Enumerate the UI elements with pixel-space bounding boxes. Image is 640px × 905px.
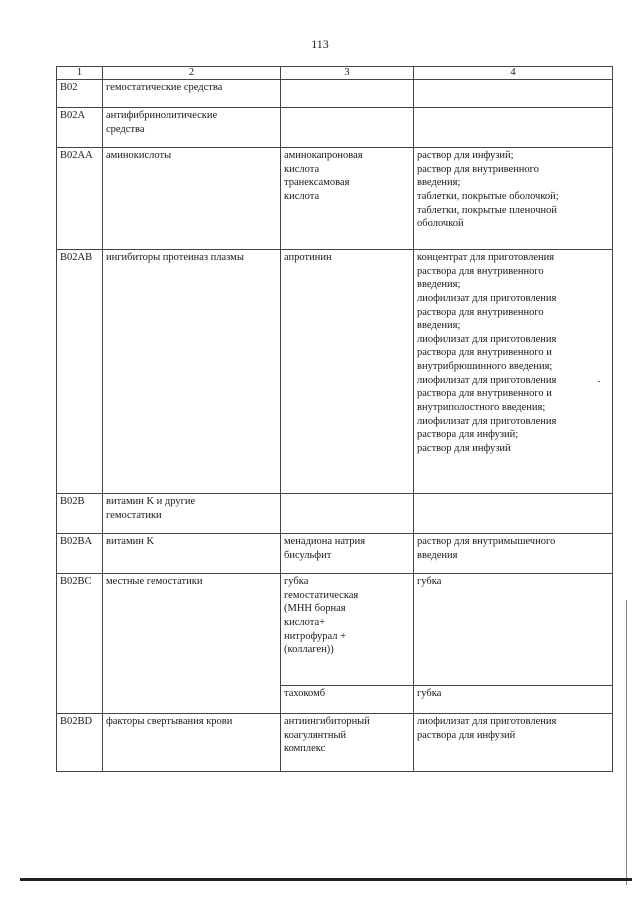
substance-cell-line: антиингибиторный bbox=[284, 716, 370, 727]
substance-cell-line: кислота bbox=[284, 163, 320, 175]
column-header-3: 3 bbox=[281, 67, 414, 80]
substance-cell bbox=[281, 80, 414, 108]
dosage-form-cell-line: лиофилизат для приготовления bbox=[417, 333, 557, 345]
dosage-form-cell-line: лиофилизат для приготовления bbox=[417, 374, 557, 386]
group-name-cell-line: местные гемостатики bbox=[106, 576, 203, 587]
group-name-cell bbox=[103, 250, 281, 494]
dosage-form-cell-line: раствор для инфузий; bbox=[417, 150, 514, 161]
group-name-cell bbox=[103, 534, 281, 574]
atc-code-cell: B02BA bbox=[57, 534, 103, 574]
table-row bbox=[57, 534, 613, 574]
substance-cell-line: (МНН борная bbox=[284, 603, 346, 615]
group-name-cell-line: факторы свертывания крови bbox=[106, 716, 233, 727]
group-name-cell-line: аминокислоты bbox=[106, 150, 172, 161]
substance-cell bbox=[281, 148, 414, 250]
atc-code-cell: B02A bbox=[57, 108, 103, 148]
dosage-form-cell-line: лиофилизат для приготовления bbox=[417, 415, 557, 427]
atc-code-cell: B02AA bbox=[57, 148, 103, 250]
dosage-form-cell-line: раствора для инфузий bbox=[417, 729, 516, 741]
substance-cell-line: тахокомб bbox=[284, 688, 326, 699]
column-header-4: 4 bbox=[414, 67, 613, 80]
group-name-cell bbox=[103, 108, 281, 148]
group-name-cell bbox=[103, 714, 281, 772]
substance-cell bbox=[281, 108, 414, 148]
substance-cell-line: кислота+ bbox=[284, 616, 326, 628]
group-name-cell-line: гемостатические средства bbox=[106, 82, 223, 93]
dosage-form-cell-line: раствора для внутривенного bbox=[417, 306, 544, 318]
dosage-form-cell-line: раствора для инфузий; bbox=[417, 429, 519, 441]
dosage-form-cell-line: внутрибрюшинного введения; bbox=[417, 361, 553, 373]
substance-cell bbox=[281, 714, 414, 772]
atc-code-cell: B02 bbox=[57, 80, 103, 108]
group-name-cell bbox=[103, 494, 281, 534]
group-name-cell bbox=[103, 148, 281, 250]
substance-cell bbox=[281, 250, 414, 494]
atc-code-cell: B02BC bbox=[57, 574, 103, 714]
table-row bbox=[57, 148, 613, 250]
atc-code-cell: B02AB bbox=[57, 250, 103, 494]
substance-cell bbox=[281, 574, 414, 686]
dosage-form-cell-line: концентрат для приготовления bbox=[417, 252, 555, 263]
dosage-form-cell bbox=[414, 686, 613, 714]
dosage-form-cell bbox=[414, 108, 613, 148]
group-name-cell-line: витамин K и другие bbox=[106, 496, 196, 507]
scan-speck bbox=[598, 381, 600, 382]
dosage-form-cell-line: раствора для внутривенного и bbox=[417, 347, 552, 359]
table-row bbox=[57, 80, 613, 108]
substance-cell-line: кислота bbox=[284, 190, 320, 202]
group-name-cell-line: антифибринолитические bbox=[106, 110, 218, 121]
table-row bbox=[57, 250, 613, 494]
scan-side-line bbox=[626, 600, 627, 885]
substance-cell-line: бисульфит bbox=[284, 549, 332, 561]
dosage-form-cell bbox=[414, 250, 613, 494]
dosage-form-cell bbox=[414, 534, 613, 574]
dosage-form-cell-line: введения bbox=[417, 549, 458, 561]
substance-cell-line: апротинин bbox=[284, 252, 332, 263]
substance-cell-line: комплекс bbox=[284, 743, 326, 755]
dosage-form-cell bbox=[414, 574, 613, 686]
dosage-form-cell-line: лиофилизат для приготовления bbox=[417, 292, 557, 304]
drug-classification-table bbox=[56, 66, 613, 772]
dosage-form-cell-line: введения; bbox=[417, 279, 461, 291]
table-body bbox=[57, 80, 613, 772]
table-row bbox=[57, 494, 613, 534]
group-name-cell-line: витамин K bbox=[106, 536, 155, 547]
dosage-form-cell-line: раствор для внутривенного bbox=[417, 163, 539, 175]
dosage-form-cell-line: введения; bbox=[417, 177, 461, 189]
dosage-form-cell bbox=[414, 80, 613, 108]
substance-cell-line: гемостатическая bbox=[284, 589, 359, 601]
atc-code-cell: B02BD bbox=[57, 714, 103, 772]
dosage-form-cell-line: таблетки, покрытые пленочной bbox=[417, 204, 558, 216]
dosage-form-cell-line: лиофилизат для приготовления bbox=[417, 716, 557, 727]
dosage-form-cell-line: оболочкой bbox=[417, 218, 464, 230]
bottom-rule bbox=[20, 878, 632, 881]
dosage-form-cell-line: губка bbox=[417, 576, 442, 587]
substance-cell-line: коагулянтный bbox=[284, 729, 347, 741]
group-name-cell bbox=[103, 80, 281, 108]
substance-cell-line: транексамовая bbox=[284, 177, 350, 189]
substance-cell-line: (коллаген)) bbox=[284, 644, 334, 656]
group-name-cell-line: ингибиторы протеиназ плазмы bbox=[106, 252, 244, 263]
atc-code-cell: B02B bbox=[57, 494, 103, 534]
table-row bbox=[57, 108, 613, 148]
dosage-form-cell-line: раствор для инфузий bbox=[417, 442, 511, 454]
substance-cell bbox=[281, 686, 414, 714]
substance-cell bbox=[281, 534, 414, 574]
dosage-form-cell-line: раствора для внутривенного и bbox=[417, 388, 552, 400]
dosage-form-cell bbox=[414, 148, 613, 250]
dosage-form-cell-line: раствор для внутримышечного bbox=[417, 536, 556, 547]
substance-cell-line: нитрофурал + bbox=[284, 630, 347, 642]
dosage-form-cell bbox=[414, 494, 613, 534]
group-name-cell-line: средства bbox=[106, 123, 145, 135]
table-row bbox=[57, 574, 613, 686]
group-name-cell-line: гемостатики bbox=[106, 509, 162, 521]
substance-cell-line: губка bbox=[284, 576, 309, 587]
column-header-2: 2 bbox=[103, 67, 281, 80]
table-header-row bbox=[57, 67, 613, 80]
dosage-form-cell bbox=[414, 714, 613, 772]
dosage-form-cell-line: таблетки, покрытые оболочкой; bbox=[417, 190, 559, 202]
dosage-form-cell-line: введения; bbox=[417, 320, 461, 332]
dosage-form-cell-line: внутриполостного введения; bbox=[417, 402, 546, 414]
dosage-form-cell-line: губка bbox=[417, 688, 442, 699]
substance-cell-line: аминокапроновая bbox=[284, 150, 363, 161]
table-row bbox=[57, 714, 613, 772]
group-name-cell bbox=[103, 574, 281, 714]
substance-cell bbox=[281, 494, 414, 534]
page-number: 113 bbox=[311, 37, 329, 51]
column-header-1: 1 bbox=[57, 67, 103, 80]
substance-cell-line: менадиона натрия bbox=[284, 536, 366, 547]
dosage-form-cell-line: раствора для внутривенного bbox=[417, 265, 544, 277]
